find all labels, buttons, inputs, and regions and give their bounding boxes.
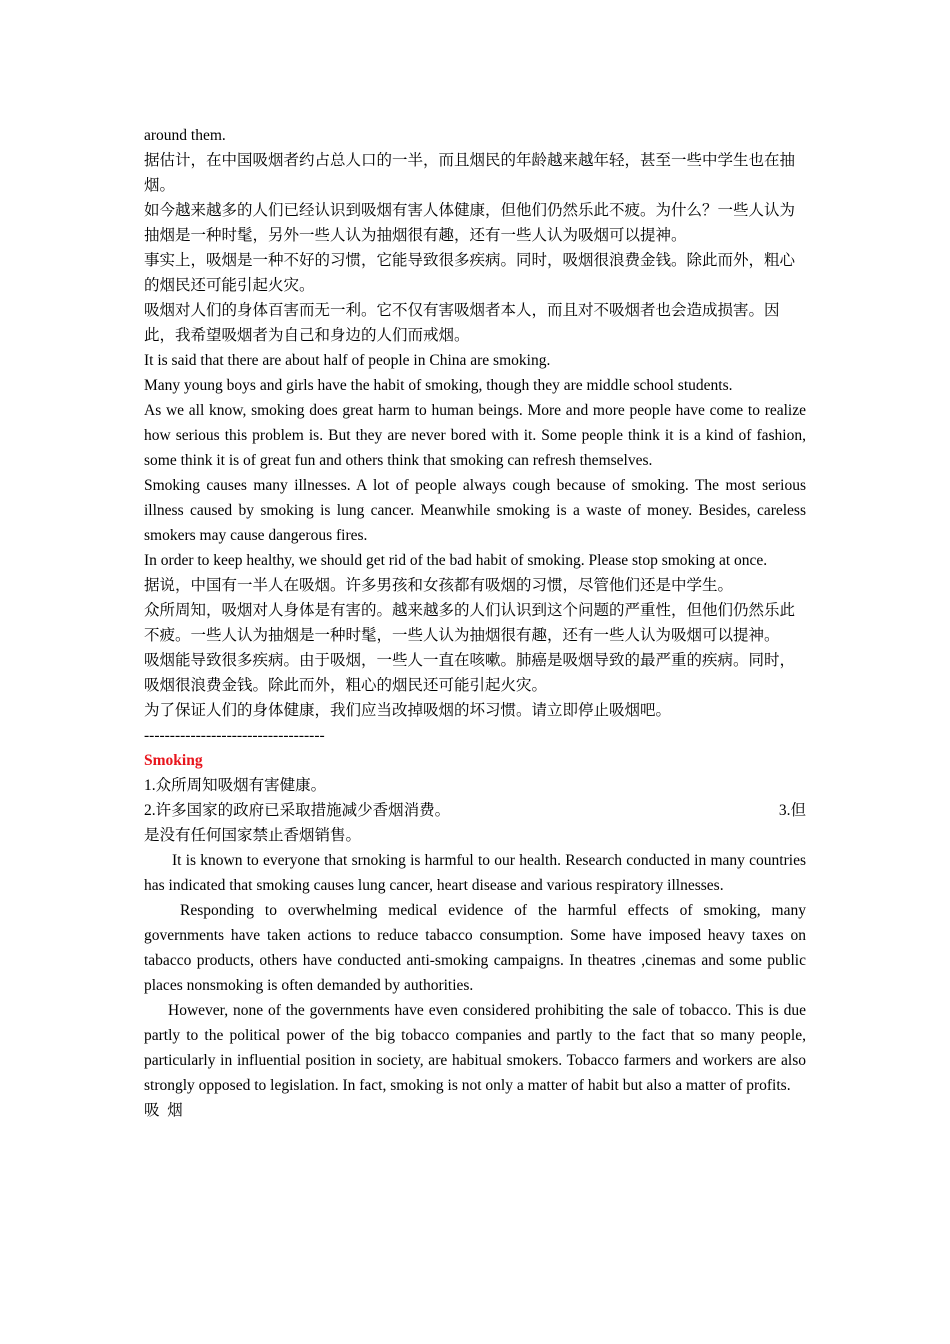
paragraph-cn-known: 众所周知，吸烟对人身体是有害的。越来越多的人们认识到这个问题的严重性，但他们仍然乐此不疲。一些人认为抽烟是一种时髦，一些人认为抽烟很有趣，还有一些人认为吸烟可以提神。 — [144, 602, 796, 644]
paragraph-cn-disease: 吸烟能导致很多疾病。由于吸烟，一些人一直在咳嗽。肺癌是吸烟导致的最严重的疾病。同时，吸烟很浪费金钱。除此而外，粗心的烟民还可能引起火灾。 — [144, 652, 796, 694]
outline-item-3-start: 3.但 — [778, 802, 806, 819]
paragraph-cn-harm: 事实上，吸烟是一种不好的习惯，它能导致很多疾病。同时，吸烟很浪费金钱。除此而外，粗心的烟民还可能引起火灾。 — [144, 252, 796, 294]
outline-item-1: 1.众所周知吸烟有害健康。 — [144, 777, 327, 794]
paragraph-cn-said: 据说，中国有一半人在吸烟。许多男孩和女孩都有吸烟的习惯，尽管他们还是中学生。 — [144, 577, 734, 594]
paragraph-en-illness: Smoking causes many illnesses. A lot of people always cough because of smoking. The most serious illness caused by smoking is lung cancer. Meanwhile smoking is a waste of money. Besides, careless smokers may cause dangerous fires. — [144, 477, 806, 544]
outline-item-3-cont: 是没有任何国家禁止香烟销售。 — [144, 827, 362, 844]
outline-item-2-row — [144, 798, 806, 823]
essay-paragraph-2: Responding to overwhelming medical evidence of the harmful effects of smoking, many governments have taken actions to reduce tabacco consumption. Some have imposed heavy taxes on tabacco products, others have conducted anti-smoking campaigns. In theatres ,cinemas and some public places nonsmoking is often demanded by authorities. — [144, 902, 806, 994]
paragraph-cn-awareness: 如今越来越多的人们已经认识到吸烟有害人体健康，但他们仍然乐此不疲。为什么？一些人认为抽烟是一种时髦，另外一些人认为抽烟很有趣，还有一些人认为吸烟可以提神。 — [144, 202, 796, 244]
paragraph-cn-estimate: 据估计，在中国吸烟者约占总人口的一半，而且烟民的年龄越来越年轻，甚至一些中学生也在抽烟。 — [144, 152, 796, 194]
section-separator: ----------------------------------- — [144, 727, 325, 744]
essay-paragraph-3: However, none of the governments have even considered prohibiting the sale of tobacco. This is due partly to the political power of the big tobacco companies and partly to the fact that so many people, particularly in influential position in society, are habitual smokers. Tobacco farmers and workers are also strongly opposed to legislation. In fact, smoking is not only a matter of habit but also a matter of profits. — [144, 1002, 806, 1094]
paragraph-intro-end: around them. — [144, 127, 226, 144]
document-page — [144, 123, 806, 1123]
paragraph-cn-stop: 为了保证人们的身体健康，我们应当改掉吸烟的坏习惯。请立即停止吸烟吧。 — [144, 702, 672, 719]
paragraph-cn-conclusion: 吸烟对人们的身体百害而无一利。它不仅有害吸烟者本人，而且对不吸烟者也会造成损害。因此，我希望吸烟者为自己和身边的人们而戒烟。 — [144, 302, 780, 344]
paragraph-en-young: Many young boys and girls have the habit of smoking, though they are middle school students. — [144, 377, 733, 394]
outline-item-2: 2.许多国家的政府已采取措施减少香烟消费。 — [144, 802, 451, 819]
essay-paragraph-1: It is known to everyone that srnoking is harmful to our health. Research conducted in many countries has indicated that smoking causes lung cancer, heart disease and various respiratory illnesses. — [144, 852, 806, 894]
paragraph-en-harm: As we all know, smoking does great harm to human beings. More and more people have come to realize how serious this problem is. But they are never bored with it. Some people think it is a kind of fashion, some think it is of great fun and others think that smoking can refresh themselves. — [144, 402, 806, 469]
paragraph-en-half: It is said that there are about half of people in China are smoking. — [144, 352, 551, 369]
footer-heading: 吸 烟 — [144, 1102, 183, 1119]
section-title: Smoking — [144, 752, 203, 769]
paragraph-en-conclusion: In order to keep healthy, we should get rid of the bad habit of smoking. Please stop smoking at once. — [144, 552, 768, 569]
